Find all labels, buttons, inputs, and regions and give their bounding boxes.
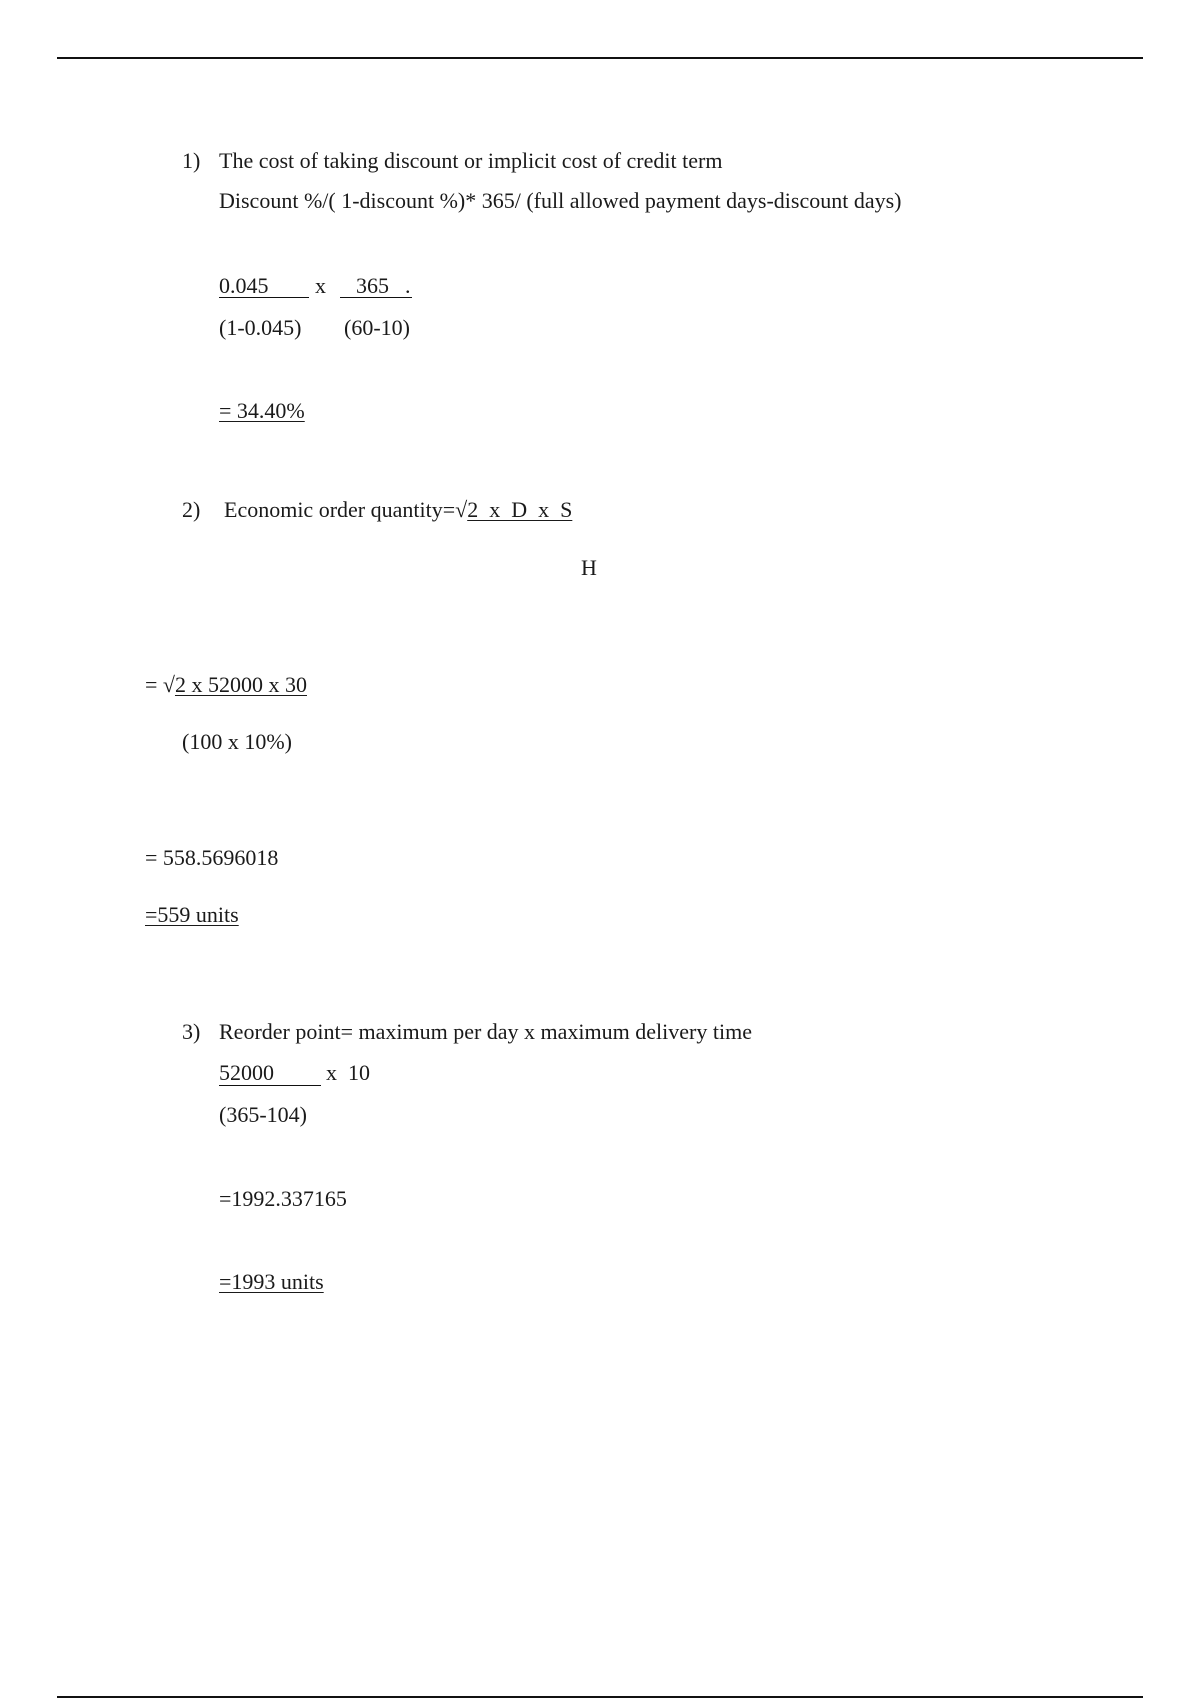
section-1-fraction-line-a (219, 297, 309, 298)
section-1-result: = 34.40% (219, 398, 305, 423)
section-1-numerator-b: 365 (356, 273, 389, 298)
section-2-heading (182, 497, 572, 523)
section-2-substitution (145, 672, 307, 698)
section-3-title: Reorder point= maximum per day x maximum delivery time (219, 1019, 752, 1044)
section-2-number: 2) (182, 497, 201, 522)
section-1-formula: Discount %/( 1-discount %)* 365/ (full allowed payment days-discount days) (219, 188, 902, 213)
section-3-result-raw: =1992.337165 (219, 1186, 347, 1211)
section-1-numerator-b-dot: . (405, 273, 411, 298)
footer-rule (57, 1696, 1143, 1698)
section-3-multiplier: x 10 (326, 1060, 370, 1085)
section-1-numerator-a: 0.045 (219, 273, 269, 298)
section-3-result: =1993 units (219, 1269, 324, 1294)
section-1-title: The cost of taking discount or implicit cost of credit term (219, 148, 723, 173)
section-2-result-raw: = 558.5696018 (145, 845, 279, 870)
section-3-fraction-line (219, 1085, 321, 1086)
section-3-heading (182, 1019, 752, 1045)
section-1-denominator-b: (60-10) (344, 315, 410, 340)
section-2-sqrt-sign: √ (455, 497, 468, 522)
section-3-numerator: 52000 (219, 1060, 274, 1085)
section-2-sub-denominator: (100 x 10%) (182, 729, 292, 754)
section-3-number: 3) (182, 1019, 201, 1044)
section-3-denominator: (365-104) (219, 1102, 307, 1127)
section-2-result: =559 units (145, 902, 239, 927)
section-1-denominator-a: (1-0.045) (219, 315, 302, 340)
section-2-label: Economic order quantity= (224, 497, 456, 522)
section-1-heading (182, 148, 722, 174)
header-rule (57, 57, 1143, 59)
section-2-sub-prefix: = √ (145, 672, 175, 697)
section-2-numerator: 2 x D x S (467, 497, 573, 522)
section-1-times: x (315, 273, 326, 298)
section-1-fraction-line-b (340, 297, 412, 298)
section-2-denominator: H (581, 555, 597, 580)
section-2-sub-numerator: 2 x 52000 x 30 (174, 672, 307, 697)
section-1-number: 1) (182, 148, 201, 173)
